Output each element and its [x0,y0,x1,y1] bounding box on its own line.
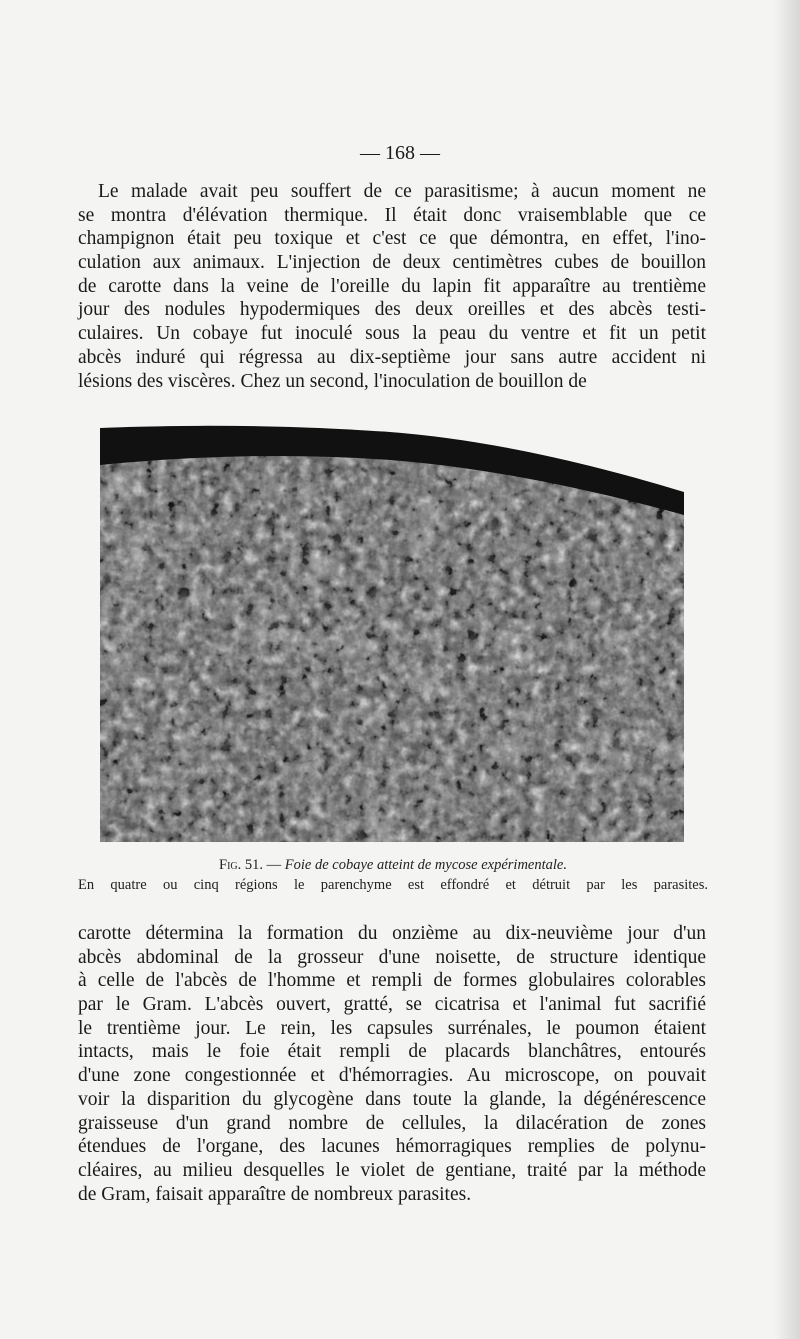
text-line: cléaires, au milieu desquelles le violet de gentiane, traité par la méthode [78,1159,706,1181]
text-line: jour des nodules hypodermiques des deux oreilles et des abcès testi- [78,299,706,321]
text-line: de Gram, faisait apparaître de nombreux parasites. [78,1183,472,1205]
figure-label: Fig. 51. — [219,857,282,873]
text-line: lésions des viscères. Chez un second, l'inoculation de bouillon de [78,370,587,392]
text-line: champignon était peu toxique et c'est ce que démontra, en effet, l'ino- [78,228,706,250]
text-line: par le Gram. L'abcès ouvert, gratté, se cicatrisa et l'animal fut sacrifié [78,994,706,1016]
page-number: — 168 — [360,142,440,164]
text-line: Le malade avait peu souffert de ce parasitisme; à aucun moment ne [98,181,706,202]
figure-title: Foie de cobaye atteint de mycose expérimentale. [284,857,567,873]
text-line: d'une zone congestionnée et d'hémorragies. Au microscope, on pouvait [78,1065,706,1087]
text-line: le trentième jour. Le rein, les capsules surrénales, le poumon étaient [78,1017,706,1039]
paragraph-before-figure [78,180,706,393]
text-line: culaires. Un cobaye fut inoculé sous la peau du ventre et fit un petit [78,323,706,345]
paragraph-after-figure [78,922,706,1206]
text-line: culation aux animaux. L'injection de deux centimètres cubes de bouillon [78,252,706,274]
text-line: étendues de l'organe, des lacunes hémorragiques remplies de polynu- [78,1136,706,1158]
figure-caption-text: En quatre ou cinq régions le parenchyme est effondré et détruit par les parasites. [78,877,708,893]
text-line: abcès abdominal de la grosseur d'une noisette, de structure identique [78,946,706,968]
text-line: graisseuse d'un grand nombre de cellules, la dilacération de zones [78,1112,706,1134]
text-line: abcès induré qui régressa au dix-septième jour sans autre accident ni [78,346,706,368]
page-edge-shadow [774,0,800,1339]
figure-micrograph-liver [100,420,684,842]
text-line: voir la disparition du glycogène dans toute la glande, la dégénérescence [78,1088,706,1110]
text-line: carotte détermina la formation du onzième au dix-neuvième jour d'un [78,923,706,944]
figure-caption-title [78,857,708,874]
text-line: à celle de l'abcès de l'homme et rempli de formes globulaires colorables [78,970,706,992]
text-line: intacts, mais le foie était rempli de placards blanchâtres, entourés [78,1041,706,1063]
text-line: de carotte dans la veine de l'oreille du lapin fit apparaître au trentième [78,275,706,297]
text-line: se montra d'élévation thermique. Il était donc vraisemblable que ce [78,204,706,226]
